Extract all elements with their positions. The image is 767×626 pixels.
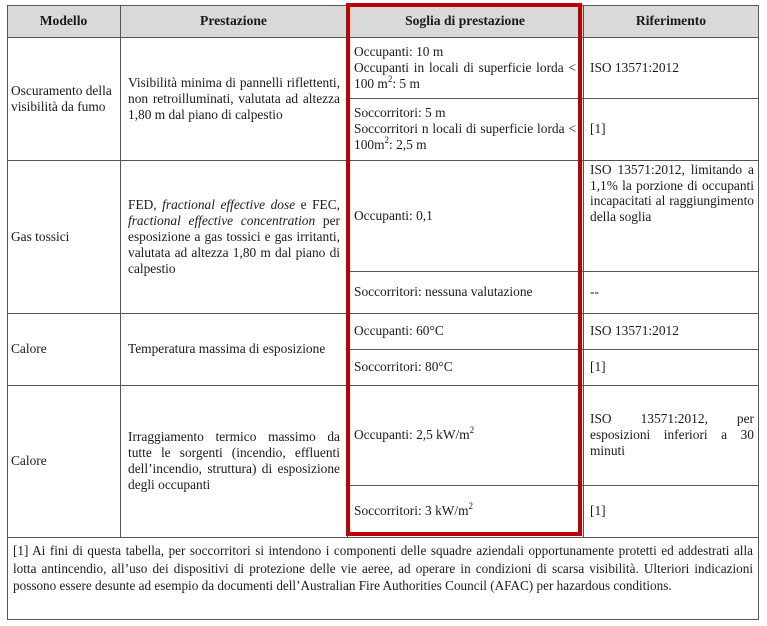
row3-prestazione-text: Temperatura massima di esposizione xyxy=(128,341,326,356)
soglia-text: Occupanti: 0,1 xyxy=(354,207,433,223)
grid-line xyxy=(347,98,759,99)
riferimento-text: ISO 13571:2012 xyxy=(590,323,679,338)
riferimento-text: [1] xyxy=(590,121,606,136)
grid-line xyxy=(583,5,584,537)
row1-rif-occupanti xyxy=(590,37,754,98)
soglia-text-line2-end: : 2,5 m xyxy=(389,137,427,152)
row1-modello xyxy=(11,37,119,160)
prestazione-italic: fractional effective dose xyxy=(162,196,296,212)
prestazione-text: per esposizione a gas tossici e gas irritanti, valutata ad altezza 1,80 m dal piano di calpestio xyxy=(128,212,340,276)
riferimento-text: -- xyxy=(590,284,599,299)
row3-prestazione xyxy=(128,313,340,385)
soglia-text: Soccorritori: 80°C xyxy=(354,359,453,374)
header-prestazione: Prestazione xyxy=(120,5,347,37)
soglia-text: Occupanti: 2,5 kW/m xyxy=(354,427,470,442)
row3-modello-text: Calore xyxy=(11,341,47,356)
footnote xyxy=(13,542,753,618)
footnote-text: [1] Ai fini di questa tabella, per soccorritori si intendono i componenti delle squadre aziendali opportunamente protetti ed addestrati alla lotta antincendio, all’uso dei dispositivi di protezione delle vie aeree, ad operare in condizioni di scarsa visibilità. Ulteriori indicazioni possono essere desunte ad esempio da documenti dell’Australian Fire Authorities Council (AFAC) per hazardous conditions. xyxy=(13,543,753,593)
header-modello: Modello xyxy=(7,5,120,37)
row4-rif-occupanti xyxy=(590,385,754,485)
row1-soglia-occupanti xyxy=(354,37,576,98)
prestazione-text: FED, xyxy=(128,196,163,212)
row4-modello xyxy=(11,385,119,537)
grid-line xyxy=(7,537,759,538)
soglia-text-line2: Occupanti in locali di superficie lorda < 100 m xyxy=(354,59,576,91)
grid-line xyxy=(120,5,121,537)
header-soglia: Soglia di prestazione xyxy=(347,5,583,37)
riferimento-text: ISO 13571:2012 xyxy=(590,59,679,75)
soglia-text: Occupanti: 60°C xyxy=(354,323,444,338)
row4-modello-text: Calore xyxy=(11,453,47,468)
prestazione-italic: fractional effective concentration xyxy=(128,212,316,228)
riferimento-text: [1] xyxy=(590,359,606,374)
row2-rif-occupanti xyxy=(590,162,754,271)
grid-line xyxy=(347,349,759,350)
soglia-text-line1: Occupanti: 10 m xyxy=(354,43,444,59)
riferimento-text: ISO 13571:2012, per esposizioni inferiori a 30 minuti xyxy=(590,411,754,458)
header-riferimento: Riferimento xyxy=(583,5,759,37)
grid-line xyxy=(758,5,759,620)
grid-line xyxy=(7,619,759,620)
grid-line xyxy=(7,5,8,620)
soglia-text: Soccorritori: nessuna valutazione xyxy=(354,284,533,299)
row4-prestazione-text: Irraggiamento termico massimo da tutte le sorgenti (incendio, effluenti dell’incendio, struttura) di esposizione degli occupanti xyxy=(128,429,340,492)
row3-soglia-occupanti xyxy=(354,313,576,349)
row4-rif-soccorritori xyxy=(590,485,754,537)
row2-modello xyxy=(11,160,119,313)
superscript: 2 xyxy=(468,501,474,511)
superscript: 2 xyxy=(387,73,393,84)
row1-rif-soccorritori xyxy=(590,98,754,160)
grid-line xyxy=(347,5,348,537)
soglia-text-line2-end: : 5 m xyxy=(392,75,420,91)
row2-rif-soccorritori xyxy=(590,271,754,313)
soglia-text-line1: Soccorritori: 5 m xyxy=(354,105,446,120)
row2-soglia-soccorritori xyxy=(354,271,576,313)
row2-soglia-occupanti xyxy=(354,160,576,271)
row1-prestazione-text: Visibilità minima di pannelli riflettenti, non retroilluminati, valutata ad altezza 1,80 m dal piano di calpestio xyxy=(128,74,340,122)
performance-threshold-table xyxy=(7,5,759,620)
row1-prestazione xyxy=(128,37,340,160)
riferimento-text: ISO 13571:2012, limitando a 1,1% la porzione di occupanti incapacitati al raggiungimento della soglia xyxy=(590,162,754,224)
soglia-text: Soccorritori: 3 kW/m xyxy=(354,503,469,518)
row4-prestazione xyxy=(128,385,340,537)
row2-prestazione xyxy=(128,160,340,313)
row1-soglia-soccorritori xyxy=(354,98,576,160)
grid-line xyxy=(347,271,759,272)
row3-modello xyxy=(11,313,119,385)
riferimento-text: [1] xyxy=(590,503,606,518)
superscript: 2 xyxy=(384,135,390,145)
row3-rif-soccorritori xyxy=(590,349,754,385)
row1-modello-text: Oscuramento della visibilità da fumo xyxy=(11,82,112,114)
superscript: 2 xyxy=(469,425,475,435)
row4-soglia-soccorritori xyxy=(354,485,576,537)
row3-rif-occupanti xyxy=(590,313,754,349)
soglia-text-line2: Soccorritori n locali di superficie lorda < 100m xyxy=(354,121,576,152)
row2-modello-text: Gas tossici xyxy=(11,228,70,244)
row3-soglia-soccorritori xyxy=(354,349,576,385)
prestazione-text: e FEC, xyxy=(295,196,341,212)
grid-line xyxy=(347,485,759,486)
row4-soglia-occupanti xyxy=(354,385,576,485)
